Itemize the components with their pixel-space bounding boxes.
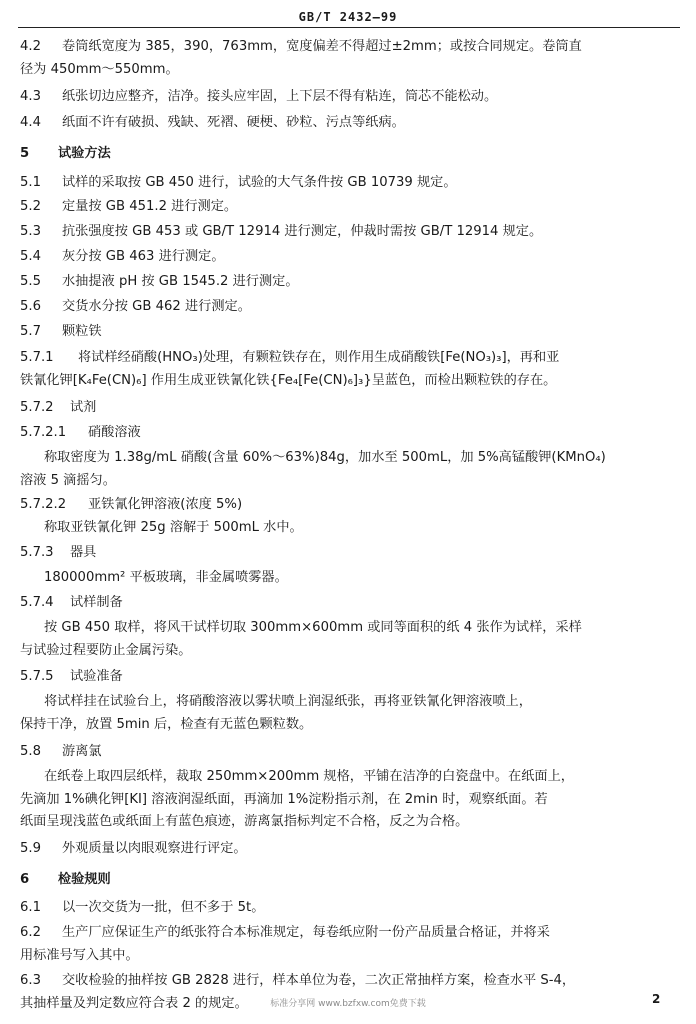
clause-number: 5.9	[20, 841, 41, 856]
clause-number: 5.7.3	[20, 545, 54, 560]
clause-text: 以一次交货为一批，但不多于 5t。	[62, 900, 265, 915]
clause-text: 纸面不许有破损、残缺、死褶、硬梗、砂粒、污点等纸病。	[62, 115, 405, 130]
clause-text: 试验方法	[58, 146, 111, 161]
text-line	[0, 739, 696, 765]
clause-number: 5.7.2.1	[20, 425, 67, 440]
clause-text: 将试样经硝酸(HNO₃)处理，有颗粒铁存在，则作用生成硝酸铁[Fe(NO₃)₃]，再和亚	[78, 350, 560, 365]
clause-text: 定量按 GB 451.2 进行测定。	[62, 199, 238, 214]
text-line	[0, 194, 696, 220]
text-line	[0, 244, 696, 270]
text-line	[0, 590, 696, 616]
clause-text: 溶液 5 滴摇匀。	[20, 473, 116, 488]
text-line	[0, 895, 696, 921]
clause-text: 在纸卷上取四层纸样，裁取 250mm×200mm 规格，平铺在洁净的白瓷盘中。在纸面上，	[44, 769, 574, 784]
footer-watermark: 标准分享网 www.bzfxw.com免费下载	[270, 999, 426, 1009]
clause-number: 5.4	[20, 249, 41, 264]
text-line	[0, 141, 696, 167]
page-number: 2	[652, 992, 661, 1006]
clause-text: 交收检验的抽样按 GB 2828 进行，样本单位为卷，二次正常抽样方案，检查水平 S-4，	[62, 973, 576, 988]
text-line	[0, 468, 696, 494]
clause-number: 4.3	[20, 89, 41, 104]
clause-number: 4.4	[20, 115, 41, 130]
text-line	[0, 565, 696, 591]
clause-text: 称取亚铁氰化钾 25g 溶解于 500mL 水中。	[44, 520, 303, 535]
clause-text: 试样制备	[70, 595, 123, 610]
text-line	[0, 368, 696, 394]
clause-text: 180000mm² 平板玻璃，非金属喷雾器。	[44, 570, 288, 585]
clause-text: 铁氰化钾[K₄Fe(CN)₆] 作用生成亚铁氰化铁{Fe₄[Fe(CN)₆]₃}呈蓝色，而检出颗粒铁的存在。	[20, 373, 557, 388]
clause-number: 5	[20, 146, 30, 161]
clause-text: 交货水分按 GB 462 进行测定。	[62, 299, 251, 314]
clause-number: 5.8	[20, 744, 41, 759]
clause-text: 试样的采取按 GB 450 进行，试验的大气条件按 GB 10739 规定。	[62, 175, 457, 190]
clause-number: 5.7.5	[20, 669, 54, 684]
clause-number: 5.7.2	[20, 400, 54, 415]
clause-number: 5.5	[20, 274, 41, 289]
clause-text: 颗粒铁	[62, 324, 102, 339]
clause-text: 与试验过程要防止金属污染。	[20, 643, 192, 658]
clause-number: 6.1	[20, 900, 41, 915]
clause-text: 纸面呈现浅蓝色或纸面上有蓝色痕迹，游离氯指标判定不合格，反之为合格。	[20, 814, 469, 829]
text-line	[0, 867, 696, 893]
text-line	[0, 809, 696, 835]
text-line	[0, 664, 696, 690]
page-header: GB/T 2432—99	[298, 10, 398, 24]
clause-text: 按 GB 450 取样，将风干试样切取 300mm×600mm 或同等面积的纸 4 张作为试样，采样	[44, 620, 582, 635]
clause-number: 4.2	[20, 39, 41, 54]
text-line	[0, 943, 696, 969]
clause-text: 先滴加 1%碘化钾[KI] 溶液润湿纸面，再滴加 1%淀粉指示剂，在 2min 时，观察纸面。若	[20, 792, 548, 807]
clause-text: 称取密度为 1.38g/mL 硝酸(含量 60%～63%)84g，加水至 500mL，加 5%高锰酸钾(KMnO₄)	[44, 450, 606, 465]
text-line	[0, 836, 696, 862]
text-line	[0, 84, 696, 110]
text-line	[0, 219, 696, 245]
text-line	[0, 420, 696, 446]
clause-text: 试验准备	[70, 669, 123, 684]
clause-text: 游离氯	[62, 744, 102, 759]
clause-text: 硝酸溶液	[88, 425, 141, 440]
clause-number: 6.3	[20, 973, 41, 988]
clause-text: 卷筒纸宽度为 385，390，763mm，宽度偏差不得超过±2mm；或按合同规定。卷筒直	[62, 39, 582, 54]
clause-text: 其抽样量及判定数应符合表 2 的规定。	[20, 996, 248, 1011]
text-line	[0, 170, 696, 196]
text-line	[0, 540, 696, 566]
text-line	[0, 712, 696, 738]
clause-text: 外观质量以肉眼观察进行评定。	[62, 841, 247, 856]
clause-number: 6	[20, 872, 30, 887]
text-line	[0, 57, 696, 83]
clause-text: 生产厂应保证生产的纸张符合本标准规定，每卷纸应附一份产品质量合格证，并将采	[62, 925, 550, 940]
text-line	[0, 294, 696, 320]
clause-number: 5.7.2.2	[20, 497, 67, 512]
text-line	[0, 110, 696, 136]
clause-number: 5.1	[20, 175, 41, 190]
clause-number: 5.3	[20, 224, 41, 239]
clause-text: 将试样挂在试验台上，将硝酸溶液以雾状喷上润湿纸张，再将亚铁氰化钾溶液喷上，	[44, 694, 532, 709]
clause-text: 纸张切边应整齐，洁净。接头应牢固，上下层不得有粘连，筒芯不能松动。	[62, 89, 498, 104]
clause-text: 灰分按 GB 463 进行测定。	[62, 249, 225, 264]
text-line	[0, 319, 696, 345]
clause-number: 6.2	[20, 925, 41, 940]
clause-number: 5.6	[20, 299, 41, 314]
clause-number: 5.7.1	[20, 350, 54, 365]
clause-text: 保持干净，放置 5min 后，检查有无蓝色颗粒数。	[20, 717, 313, 732]
clause-number: 5.7	[20, 324, 41, 339]
text-line	[0, 638, 696, 664]
text-line	[0, 395, 696, 421]
clause-text: 水抽提液 pH 按 GB 1545.2 进行测定。	[62, 274, 299, 289]
clause-text: 亚铁氰化钾溶液(浓度 5%)	[88, 497, 243, 512]
text-line	[0, 515, 696, 541]
header-rule	[18, 27, 680, 28]
clause-number: 5.2	[20, 199, 41, 214]
clause-text: 径为 450mm～550mm。	[20, 62, 179, 77]
clause-text: 试剂	[70, 400, 97, 415]
clause-number: 5.7.4	[20, 595, 54, 610]
clause-text: 用标准号写入其中。	[20, 948, 139, 963]
clause-text: 器具	[70, 545, 97, 560]
clause-text: 检验规则	[58, 872, 111, 887]
clause-text: 抗张强度按 GB 453 或 GB/T 12914 进行测定，仲裁时需按 GB/T 12914 规定。	[62, 224, 543, 239]
text-line	[0, 269, 696, 295]
